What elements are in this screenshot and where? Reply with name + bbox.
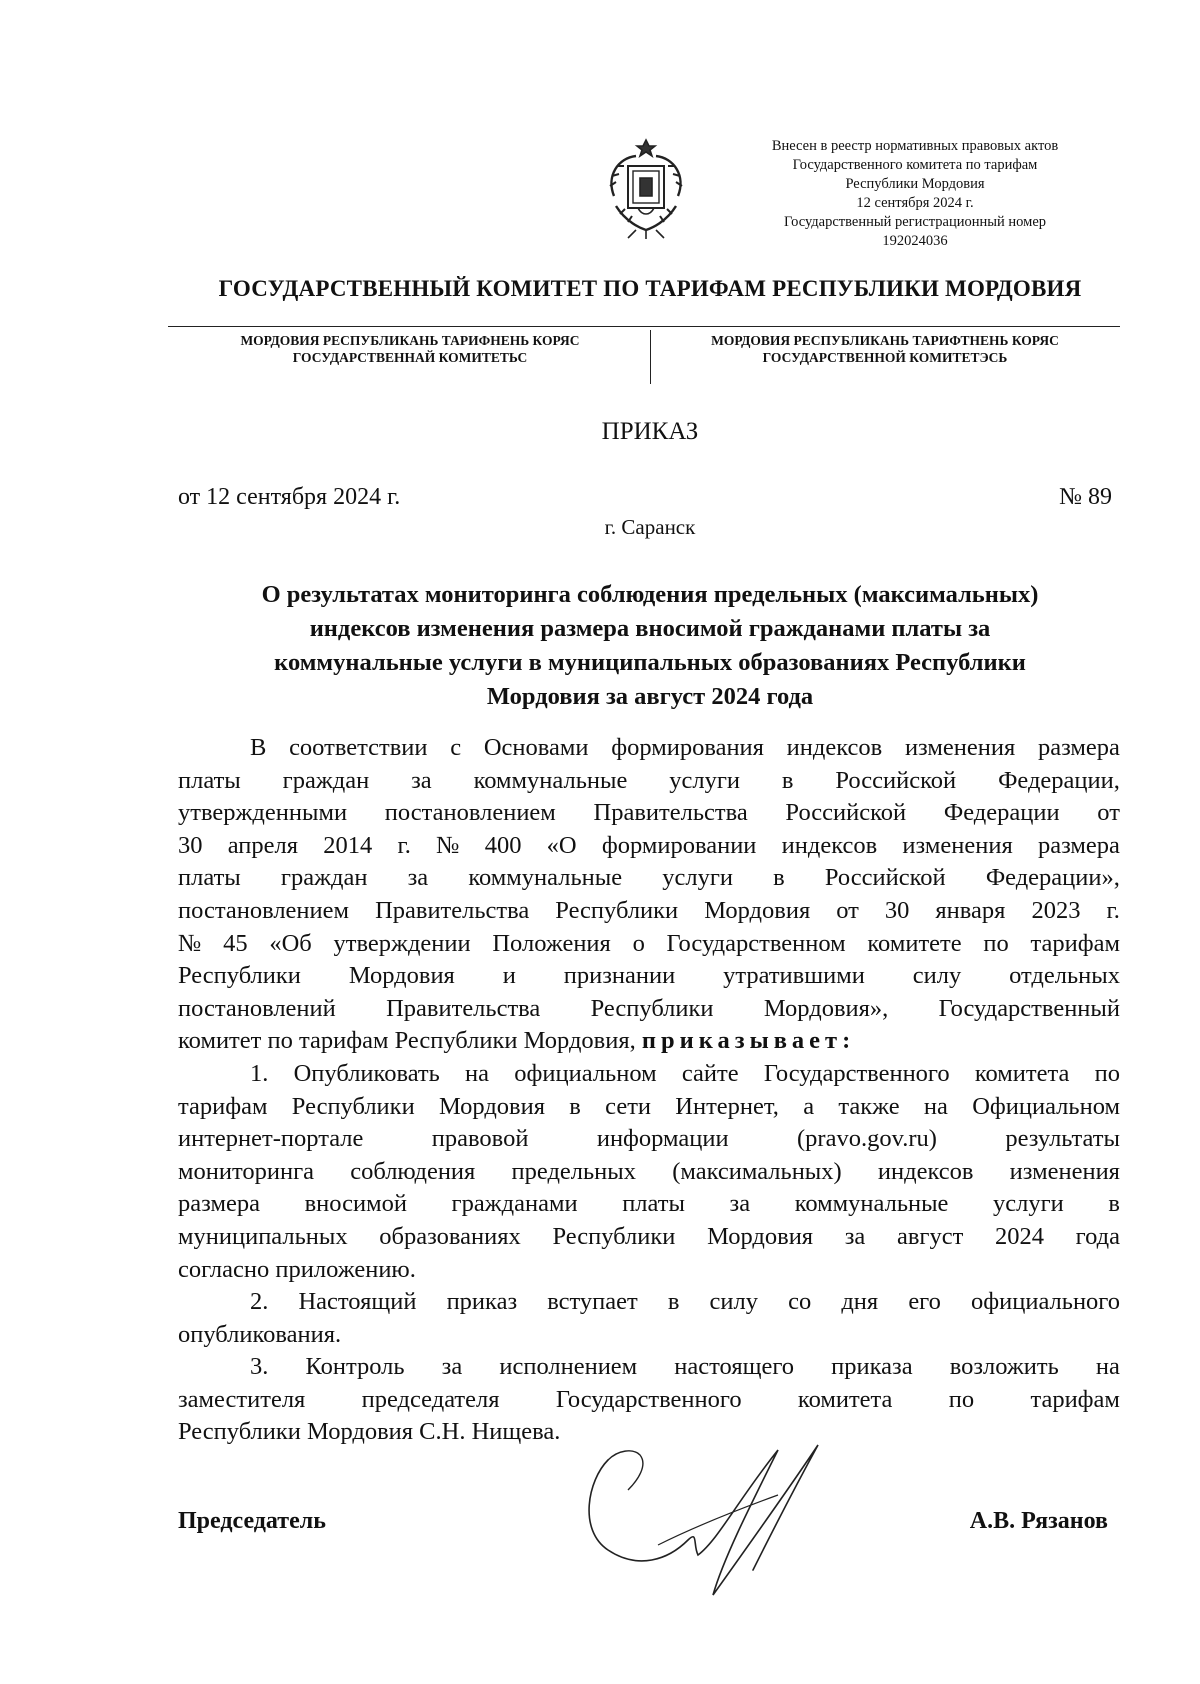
word: Мордовия bbox=[348, 962, 455, 990]
word: изменения bbox=[902, 831, 1013, 859]
word: 1. bbox=[250, 1059, 269, 1087]
handwritten-signature bbox=[548, 1420, 848, 1610]
word: возложить bbox=[949, 1353, 1059, 1381]
word: приказ bbox=[446, 1288, 518, 1316]
text-line bbox=[178, 797, 1120, 830]
word: информации bbox=[596, 1125, 729, 1153]
word: Опубликовать bbox=[293, 1059, 440, 1087]
text-line bbox=[178, 1384, 1120, 1417]
paragraph-item-3 bbox=[178, 1351, 1120, 1416]
word: утратившими bbox=[723, 962, 865, 990]
word: постановлением bbox=[384, 799, 556, 827]
word: платы bbox=[178, 766, 241, 794]
word: (максимальных) bbox=[672, 1157, 842, 1185]
word: «О bbox=[546, 831, 577, 859]
word: тарифам bbox=[178, 1092, 268, 1120]
word: 30 bbox=[178, 831, 203, 859]
word: за bbox=[844, 1222, 866, 1250]
word: предельных bbox=[511, 1157, 637, 1185]
word: Федерации, bbox=[998, 766, 1120, 794]
committee-name-erzya bbox=[665, 332, 1105, 366]
word: Федерации bbox=[943, 799, 1060, 827]
document-type: ПРИКАЗ bbox=[601, 418, 699, 445]
word: август bbox=[896, 1222, 964, 1250]
text-line bbox=[178, 993, 1120, 1026]
word: Российской bbox=[824, 864, 946, 892]
text-line bbox=[178, 765, 1120, 798]
coat-of-arms-emblem bbox=[596, 136, 696, 242]
committee-title: ГОСУДАРСТВЕННЫЙ КОМИТЕТ ПО ТАРИФАМ РЕСПУБЛИКИ МОРДОВИЯ bbox=[218, 276, 1082, 301]
word: Республики bbox=[291, 1092, 415, 1120]
text-line bbox=[178, 1025, 1120, 1058]
text-line bbox=[178, 1058, 1120, 1091]
word: Правительства bbox=[593, 799, 748, 827]
word: официальном bbox=[514, 1059, 657, 1087]
word: в bbox=[781, 766, 794, 794]
word: (pravo.gov.ru) bbox=[797, 1125, 937, 1153]
word: коммунальные bbox=[794, 1190, 949, 1218]
word: Государственный bbox=[938, 994, 1120, 1022]
committee-name-line: ГОСУДАРСТВЕННАЙ КОМИТЕТЬС bbox=[292, 350, 528, 365]
word: в bbox=[569, 1092, 581, 1120]
word: официального bbox=[971, 1288, 1120, 1316]
text-line bbox=[178, 1091, 1120, 1124]
subject-line: индексов изменения размера вносимой гражданами платы за bbox=[309, 615, 991, 642]
subject-line: коммунальные услуги в муниципальных образованиях Республики bbox=[274, 649, 1026, 676]
subject-line: О результатах мониторинга соблюдения предельных (максимальных) bbox=[261, 581, 1039, 608]
word: вносимой bbox=[304, 1190, 407, 1218]
text-line: Республики Мордовия С.Н. Нищева. bbox=[178, 1418, 561, 1446]
paragraph-preamble bbox=[178, 732, 1120, 1025]
word: образованиях bbox=[379, 1222, 521, 1250]
word: постановлений bbox=[178, 994, 336, 1022]
word: 2024 bbox=[994, 1222, 1044, 1250]
word: на bbox=[465, 1059, 490, 1087]
word: В bbox=[250, 734, 267, 761]
paragraph-item-2 bbox=[178, 1286, 1120, 1319]
word: силу bbox=[709, 1288, 758, 1316]
word: по bbox=[983, 929, 1009, 957]
word: «Об bbox=[269, 929, 312, 957]
word: размера bbox=[178, 1190, 260, 1218]
word: 2014 bbox=[323, 831, 373, 859]
word: вступает bbox=[547, 1288, 638, 1316]
word: от bbox=[1097, 799, 1120, 827]
word: г. bbox=[1106, 896, 1120, 924]
text-line bbox=[178, 862, 1120, 895]
header-vertical-divider bbox=[650, 330, 651, 384]
word: года bbox=[1075, 1222, 1120, 1250]
word: гражданами bbox=[451, 1190, 578, 1218]
word: отдельных bbox=[1009, 962, 1120, 990]
word: услуги bbox=[669, 766, 741, 794]
word: на bbox=[1095, 1353, 1120, 1381]
text-line bbox=[178, 830, 1120, 863]
word: утвержденными bbox=[178, 799, 348, 827]
text-line bbox=[178, 928, 1120, 961]
word: Республики bbox=[552, 1222, 676, 1250]
word: апреля bbox=[227, 831, 299, 859]
word: 45 bbox=[223, 929, 248, 957]
word: коммунальные bbox=[473, 766, 628, 794]
header-divider bbox=[168, 326, 1120, 327]
word: соблюдения bbox=[350, 1157, 476, 1185]
word: Республики bbox=[590, 994, 714, 1022]
word: 400 bbox=[484, 831, 522, 859]
word: за bbox=[729, 1190, 751, 1218]
word: комитета bbox=[974, 1059, 1070, 1087]
word: приказа bbox=[831, 1353, 913, 1381]
subject-line: Мордовия за август 2024 года bbox=[486, 683, 814, 710]
word: настоящего bbox=[674, 1353, 795, 1381]
word: по bbox=[948, 1385, 975, 1413]
word: Республики bbox=[555, 896, 679, 924]
committee-name-line: МОРДОВИЯ РЕСПУБЛИКАНЬ ТАРИФНЕНЬ КОРЯС bbox=[240, 333, 580, 348]
text-line: опубликования. bbox=[178, 1320, 342, 1348]
text-line bbox=[178, 1221, 1120, 1254]
word: услуги bbox=[993, 1190, 1064, 1218]
word: № bbox=[178, 929, 202, 957]
word: Контроль bbox=[305, 1353, 405, 1381]
word: изменения bbox=[904, 734, 1016, 761]
word: размера bbox=[1037, 734, 1120, 761]
word: граждан bbox=[280, 864, 368, 892]
word: утверждении bbox=[333, 929, 471, 957]
text-line bbox=[178, 895, 1120, 928]
committee-name-line: ГОСУДАРСТВЕННОЙ КОМИТЕТЭСЬ bbox=[762, 350, 1008, 365]
decree-keyword: приказывает: bbox=[641, 1027, 856, 1055]
word: от bbox=[836, 896, 859, 924]
word: Государственном bbox=[666, 929, 846, 957]
word: соответствии bbox=[289, 734, 428, 761]
word: изменения bbox=[1009, 1157, 1120, 1185]
registry-line: Государственный регистрационный номер bbox=[783, 214, 1047, 230]
word: со bbox=[788, 1288, 812, 1316]
word: 2023 bbox=[1031, 896, 1081, 924]
word: Мордовия», bbox=[763, 994, 889, 1022]
word: правовой bbox=[431, 1125, 529, 1153]
word: платы bbox=[178, 864, 241, 892]
word: дня bbox=[841, 1288, 879, 1316]
word: Республики bbox=[178, 962, 301, 990]
word: о bbox=[632, 929, 645, 957]
registry-line: Государственного комитета по тарифам bbox=[792, 157, 1038, 173]
word: граждан bbox=[282, 766, 370, 794]
text-line bbox=[178, 1123, 1120, 1156]
word: сайте bbox=[681, 1059, 739, 1087]
word: заместителя bbox=[178, 1385, 306, 1413]
text-line bbox=[178, 1188, 1120, 1221]
word: платы bbox=[622, 1190, 685, 1218]
text-line bbox=[178, 1351, 1120, 1384]
word: января bbox=[935, 896, 1006, 924]
word: индексов bbox=[786, 734, 883, 761]
order-subject bbox=[180, 578, 1120, 714]
word: исполнением bbox=[499, 1353, 638, 1381]
word: формирования bbox=[611, 734, 764, 761]
word: Мордовия bbox=[438, 1092, 545, 1120]
word: по bbox=[1094, 1059, 1120, 1087]
word: Настоящий bbox=[298, 1288, 417, 1316]
registry-line: 12 сентября 2024 г. bbox=[856, 195, 974, 211]
word: его bbox=[908, 1288, 941, 1316]
text-line bbox=[178, 1156, 1120, 1189]
word: тарифам bbox=[1030, 1385, 1120, 1413]
word: в bbox=[773, 864, 785, 892]
word: за bbox=[407, 864, 429, 892]
word: формировании bbox=[601, 831, 757, 859]
word: и bbox=[502, 962, 516, 990]
word: Мордовия bbox=[707, 1222, 814, 1250]
committee-name-line: МОРДОВИЯ РЕСПУБЛИКАНЬ ТАРИФТНЕНЬ КОРЯС bbox=[711, 333, 1059, 348]
word: а bbox=[803, 1092, 815, 1120]
word: Правительства bbox=[375, 896, 530, 924]
word: результаты bbox=[1005, 1125, 1120, 1153]
word: в bbox=[1108, 1190, 1120, 1218]
text-line bbox=[178, 732, 1120, 765]
word: 2. bbox=[250, 1288, 269, 1316]
word: Федерации», bbox=[985, 864, 1120, 892]
registry-note bbox=[720, 137, 1110, 251]
text-line bbox=[178, 960, 1120, 993]
word: индексов bbox=[781, 831, 878, 859]
word: в bbox=[667, 1288, 680, 1316]
word: тарифам bbox=[1030, 929, 1120, 957]
word: Государственного bbox=[555, 1385, 742, 1413]
word: за bbox=[441, 1353, 463, 1381]
word: Российской bbox=[835, 766, 957, 794]
word: с bbox=[450, 734, 462, 761]
word: интернет-портале bbox=[178, 1125, 364, 1153]
word: комитета bbox=[797, 1385, 893, 1413]
order-date: от 12 сентября 2024 г. bbox=[178, 484, 401, 510]
signatory-name: А.В. Рязанов bbox=[969, 1508, 1108, 1534]
signatory-title: Председатель bbox=[178, 1508, 326, 1534]
word: признании bbox=[563, 962, 676, 990]
text-line bbox=[178, 1286, 1120, 1319]
word: мониторинга bbox=[178, 1157, 315, 1185]
word: за bbox=[411, 766, 432, 794]
word: комитете bbox=[867, 929, 962, 957]
word: Основами bbox=[483, 734, 589, 761]
word: размера bbox=[1037, 831, 1120, 859]
order-number: № 89 bbox=[1059, 484, 1112, 510]
word: Правительства bbox=[386, 994, 541, 1022]
word: индексов bbox=[877, 1157, 974, 1185]
word: постановлением bbox=[178, 896, 350, 924]
word: 30 bbox=[884, 896, 910, 924]
word: 3. bbox=[250, 1353, 269, 1381]
word: сети bbox=[605, 1092, 652, 1120]
word: услуги bbox=[662, 864, 734, 892]
paragraph-item-1 bbox=[178, 1058, 1120, 1254]
word: силу bbox=[912, 962, 962, 990]
word: муниципальных bbox=[178, 1222, 348, 1250]
word: г. bbox=[397, 831, 411, 859]
word: № bbox=[436, 831, 460, 859]
word: коммунальные bbox=[468, 864, 623, 892]
word: также bbox=[838, 1092, 900, 1120]
word: Мордовия bbox=[704, 896, 811, 924]
word: Интернет, bbox=[675, 1092, 779, 1120]
word: Официальном bbox=[972, 1092, 1120, 1120]
text-segment: комитет по тарифам Республики Мордовия, bbox=[178, 1027, 642, 1055]
order-body bbox=[178, 732, 1120, 1449]
text-line: согласно приложению. bbox=[178, 1255, 416, 1283]
word: на bbox=[923, 1092, 948, 1120]
committee-name-moksha bbox=[190, 332, 630, 366]
registry-line: 192024036 bbox=[882, 233, 948, 249]
word: Российской bbox=[785, 799, 907, 827]
word: Положения bbox=[492, 929, 611, 957]
registry-line: Внесен в реестр нормативных правовых актов bbox=[771, 138, 1059, 154]
word: председателя bbox=[361, 1385, 500, 1413]
order-city: г. Саранск bbox=[604, 515, 696, 539]
registry-line: Республики Мордовия bbox=[845, 176, 985, 192]
word: Государственного bbox=[763, 1059, 950, 1087]
